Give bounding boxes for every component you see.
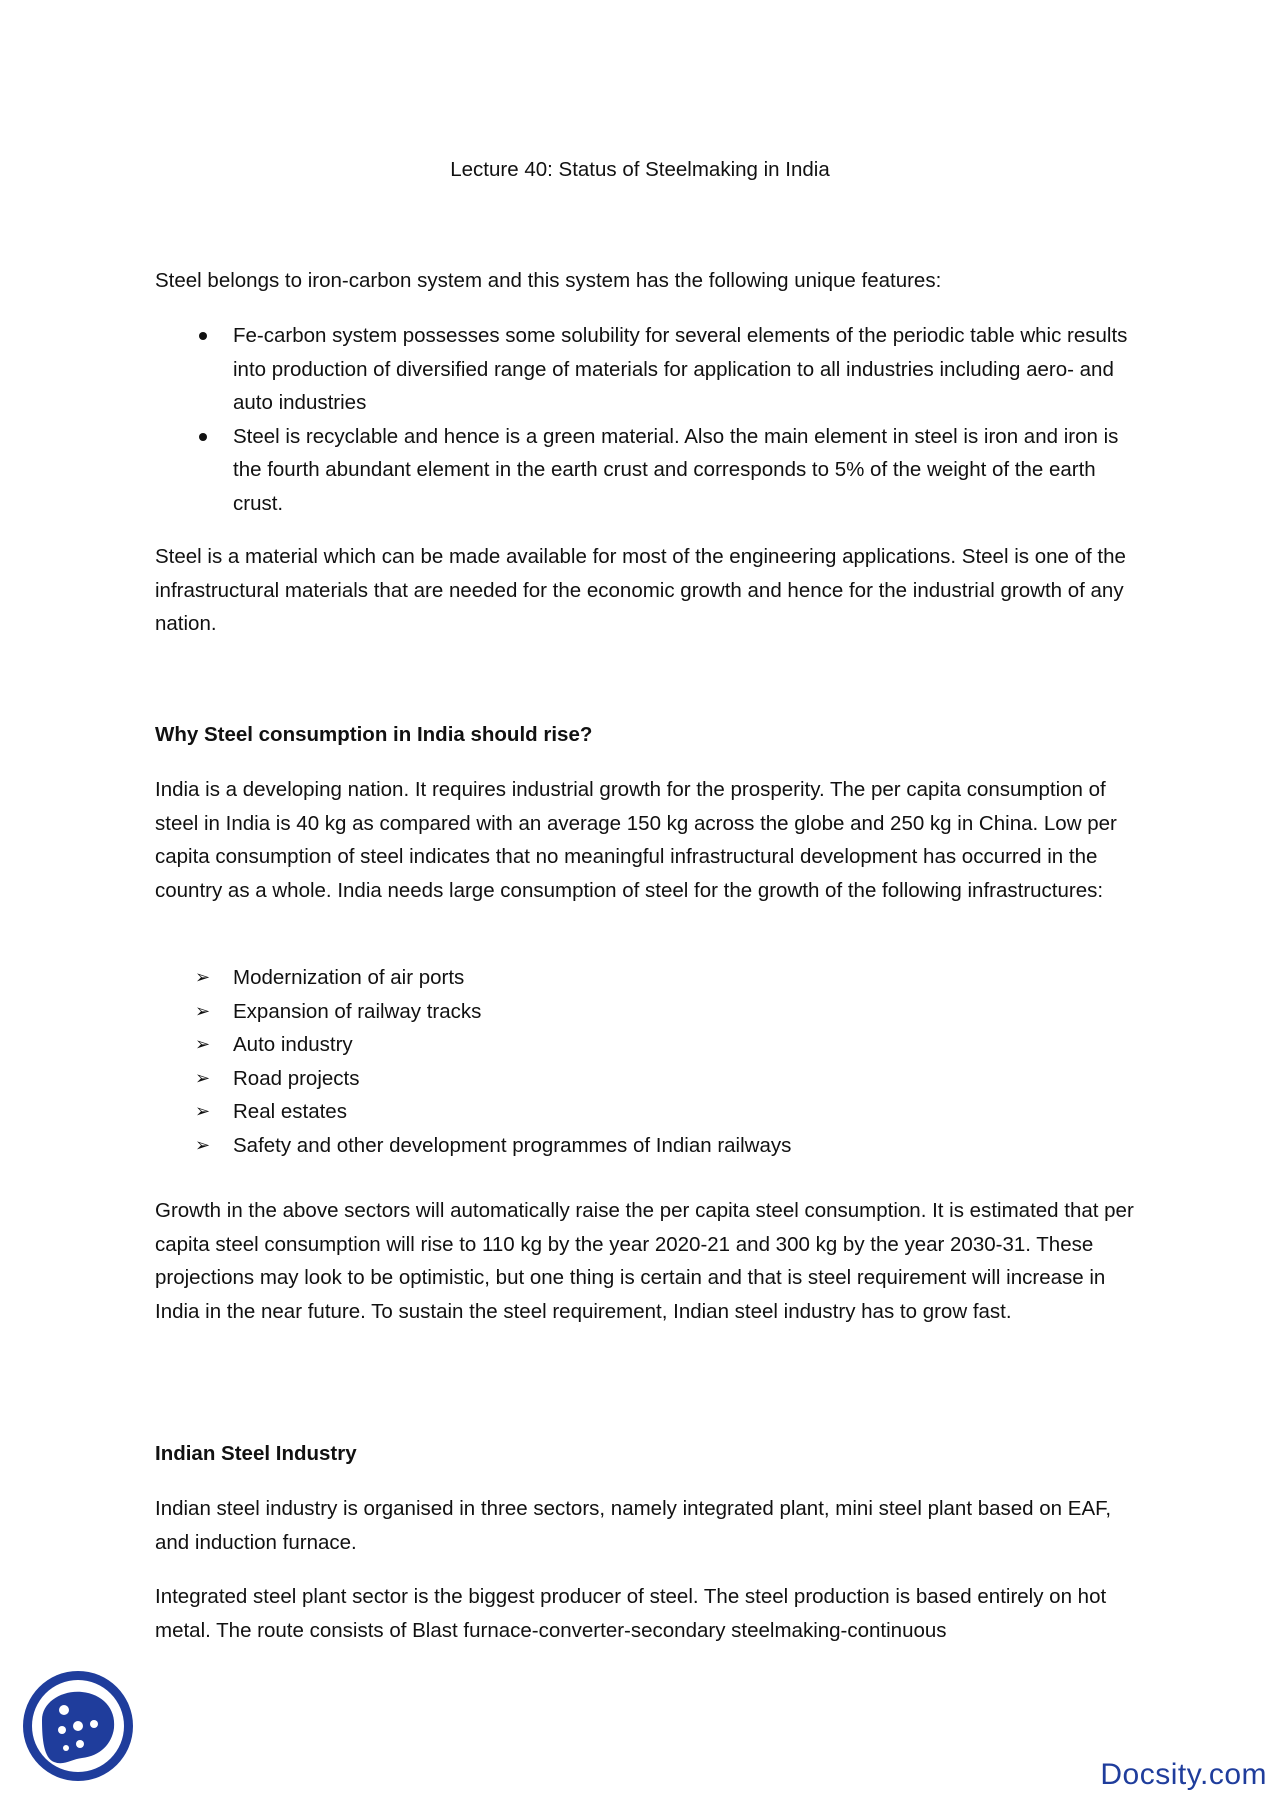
intro-paragraph: Steel belongs to iron-carbon system and this system has the following unique features: bbox=[155, 269, 942, 292]
infrastructure-list bbox=[155, 961, 1135, 1162]
arrow-bullet-icon: ➢ bbox=[195, 1134, 211, 1155]
arrow-bullet-icon: ➢ bbox=[195, 1000, 211, 1021]
features-list bbox=[155, 319, 1135, 520]
bullet-icon bbox=[199, 332, 207, 340]
list-item bbox=[155, 995, 1135, 1029]
material-paragraph: Steel is a material which can be made available for most of the engineering applications. Steel is one of the infrastructural materials that are needed for the economic growth and hence for the industrial growth of any nation. bbox=[155, 545, 1126, 635]
feature-text: Steel is recyclable and hence is a green material. Also the main element in steel is iron and iron is the fourth abundant element in the earth crust and corresponds to 5% of the weight of the earth crust. bbox=[233, 424, 1119, 515]
section-heading-why: Why Steel consumption in India should rise? bbox=[155, 723, 593, 746]
infrastructure-text: Auto industry bbox=[233, 1033, 353, 1056]
why-paragraph: India is a developing nation. It requires industrial growth for the prosperity. The per capita consumption of steel in India is 40 kg as compared with an average 150 kg across the globe and 250 kg in China. Low per capita consumption of steel indicates that no meaningful infrastructural development has occurred in the country as a whole. India needs large consumption of steel for the growth of the following infrastructures: bbox=[155, 778, 1117, 902]
infrastructure-text: Expansion of railway tracks bbox=[233, 999, 482, 1023]
docsity-brand-text[interactable]: Docsity.com bbox=[1100, 1758, 1267, 1791]
list-item bbox=[155, 420, 1135, 521]
arrow-bullet-icon: ➢ bbox=[195, 1034, 211, 1054]
bullet-icon bbox=[199, 433, 207, 441]
list-item bbox=[155, 1062, 1135, 1096]
infrastructure-text: Road projects bbox=[233, 1066, 360, 1090]
arrow-bullet-icon: ➢ bbox=[195, 1101, 211, 1121]
page-title: Lecture 40: Status of Steelmaking in India bbox=[450, 158, 830, 181]
industry-paragraph: Indian steel industry is organised in three sectors, namely integrated plant, mini steel plant based on EAF, and induction furnace. bbox=[155, 1497, 1112, 1554]
arrow-bullet-icon: ➢ bbox=[195, 1067, 211, 1088]
list-item bbox=[155, 1028, 1135, 1062]
feature-text: Fe-carbon system possesses some solubility for several elements of the periodic table whic results into production of diversified range of materials for application to all industries including aero- and auto industries bbox=[233, 324, 1128, 414]
infrastructure-text: Real estates bbox=[233, 1100, 347, 1123]
list-item bbox=[155, 319, 1135, 420]
infrastructure-text: Modernization of air ports bbox=[233, 966, 465, 989]
list-item bbox=[155, 1095, 1135, 1129]
infrastructure-text: Safety and other development programmes of Indian railways bbox=[233, 1133, 792, 1157]
list-item bbox=[155, 1129, 1135, 1163]
arrow-bullet-icon: ➢ bbox=[195, 967, 211, 987]
section-heading-industry: Indian Steel Industry bbox=[155, 1442, 357, 1465]
list-item bbox=[155, 961, 1135, 995]
docsity-logo-icon bbox=[20, 1668, 136, 1784]
growth-paragraph: Growth in the above sectors will automatically raise the per capita steel consumption. It is estimated that per capita steel consumption will rise to 110 kg by the year 2020-21 and 300 kg by the year 2030-31. These projections may look to be optimistic, but one thing is certain and that is steel requirement will increase in India in the near future. To sustain the steel requirement, Indian steel industry has to grow fast. bbox=[155, 1199, 1134, 1323]
integrated-paragraph: Integrated steel plant sector is the biggest producer of steel. The steel production is based entirely on hot metal. The route consists of Blast furnace-converter-secondary steelmaking-continuous bbox=[155, 1585, 1107, 1642]
